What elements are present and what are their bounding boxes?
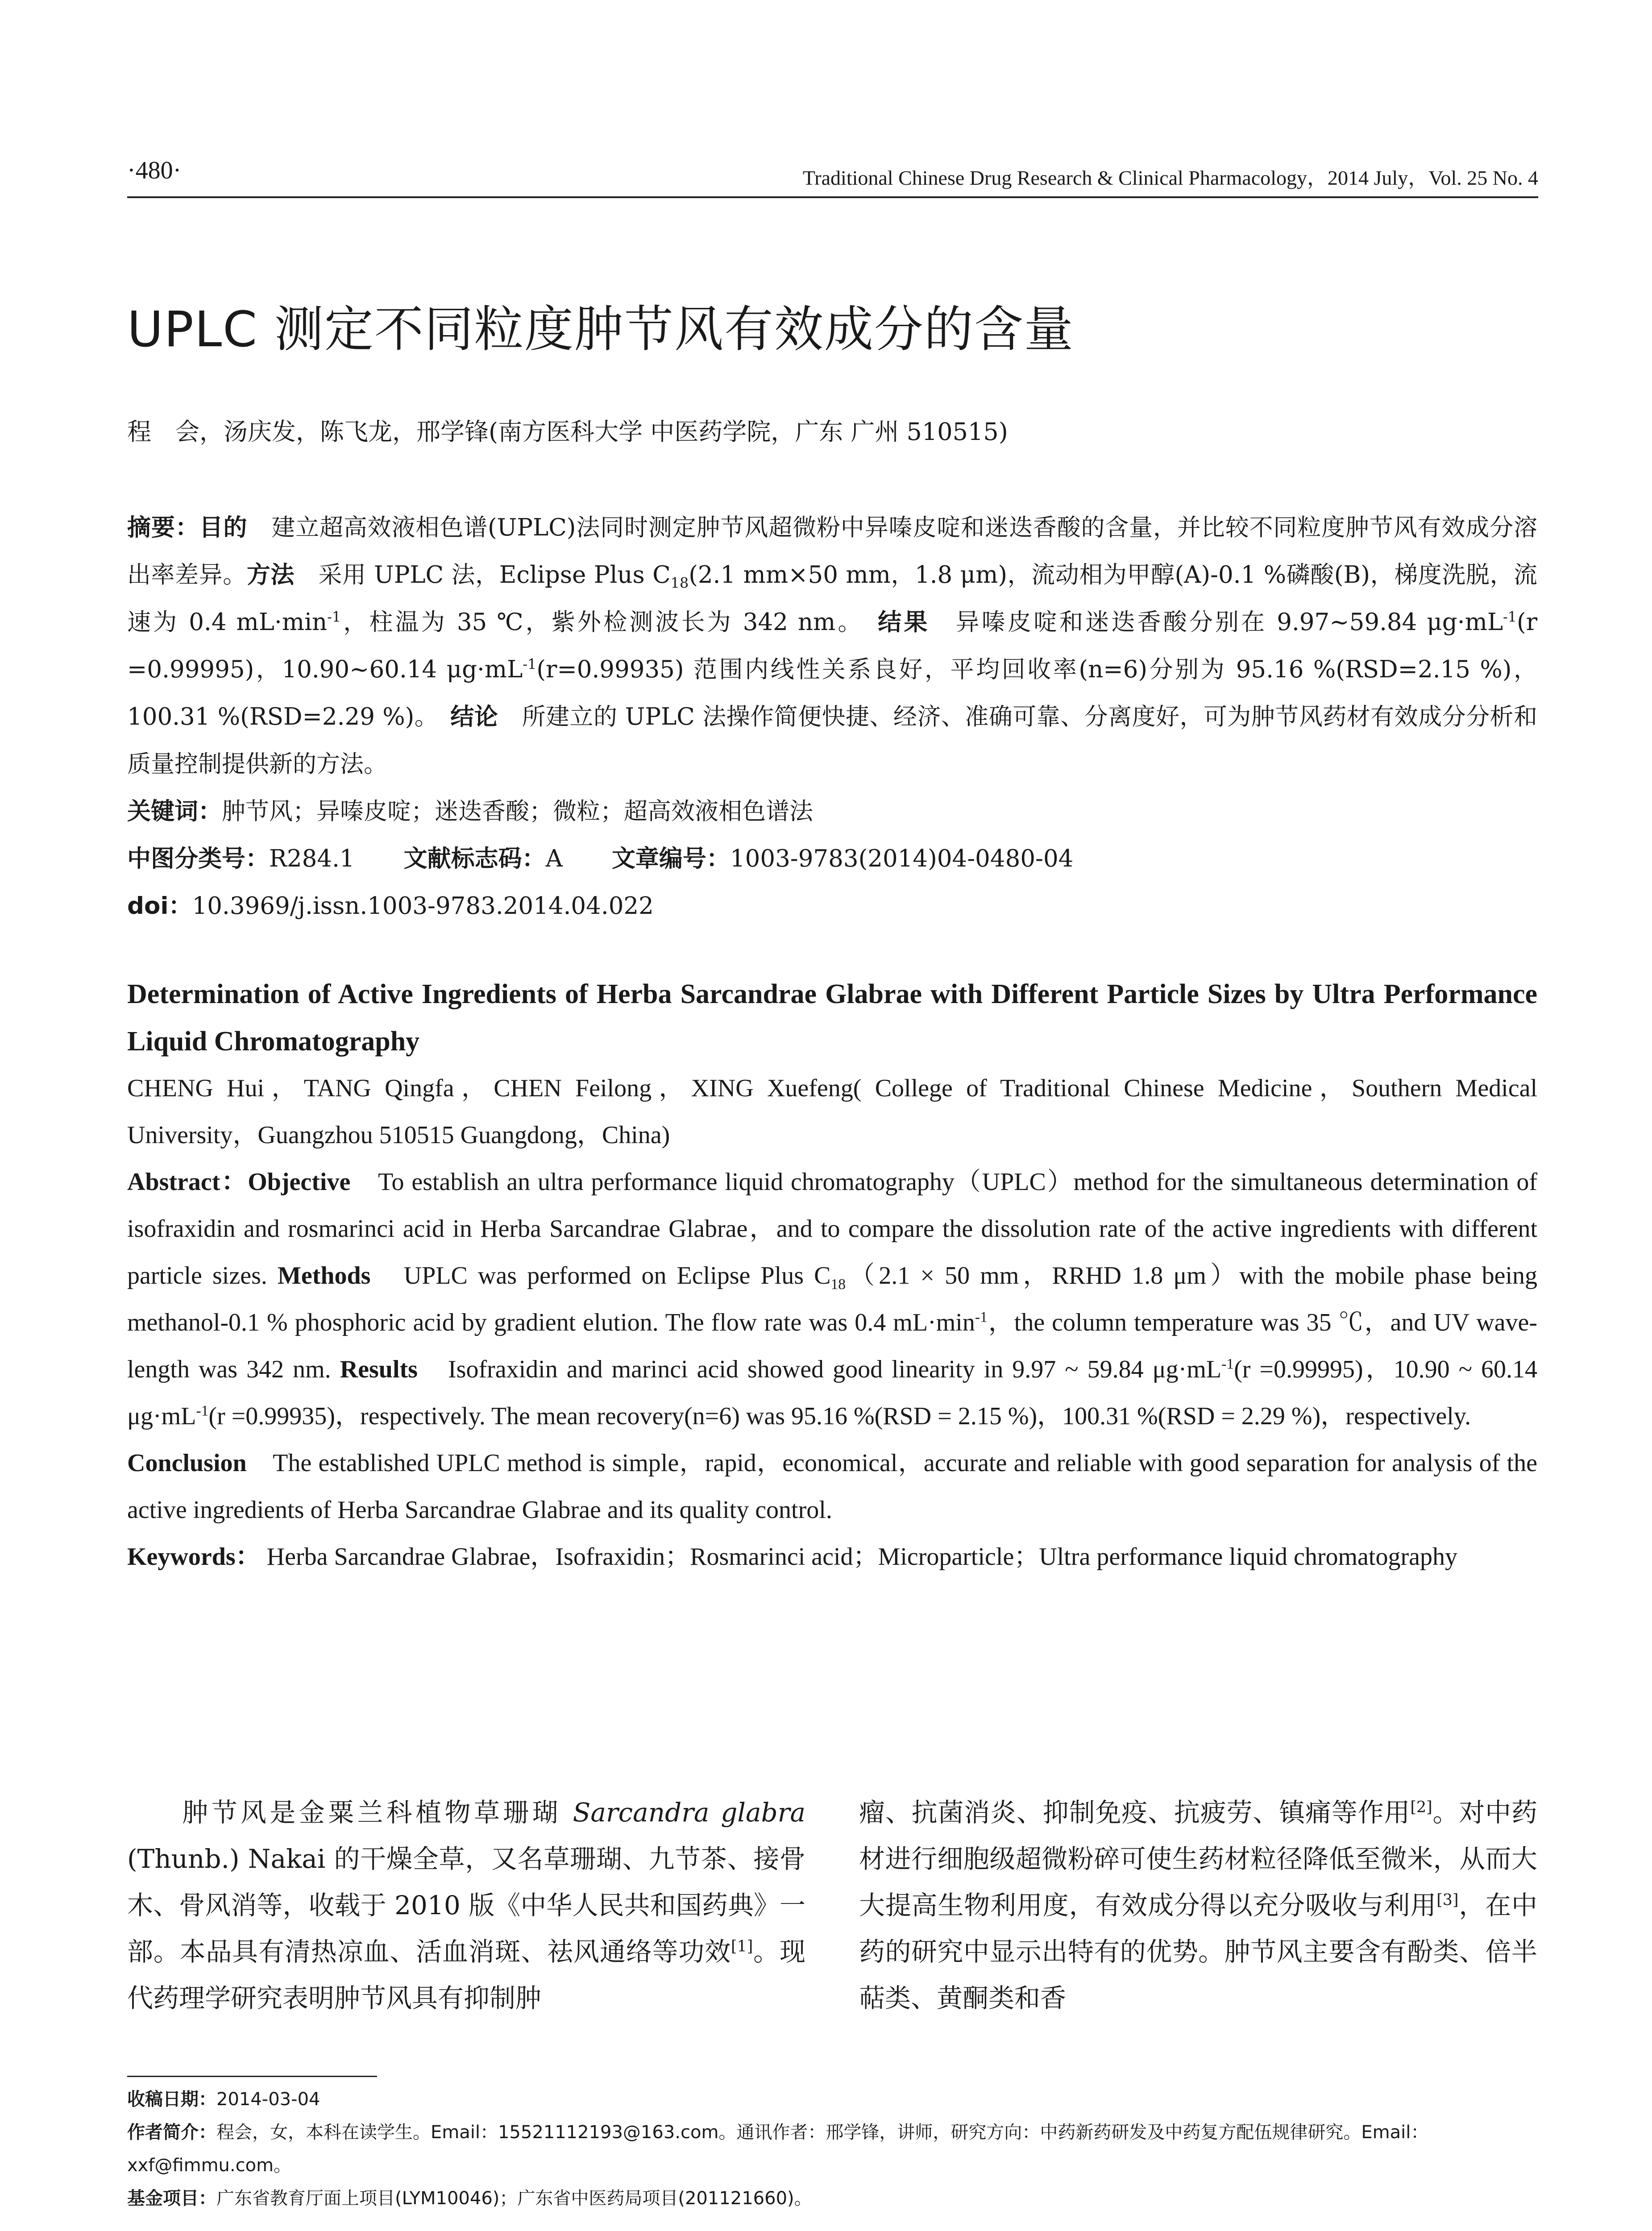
body-right-text-a: 瘤、抗菌消炎、抑制免疫、抗疲劳、镇痛等作用 xyxy=(859,1797,1411,1828)
clc-value: R284.1 xyxy=(269,845,355,872)
authors-en: CHENG Hui，TANG Qingfa，CHEN Feilong，XING Xuefeng( College of Traditional Chinese Medicine，Southern Medical University，Guangzhou 510515 Guangdong，China) xyxy=(127,1074,1537,1149)
methods-cn-text-c: ，柱温为 35 ℃，紫外检测波长为 342 nm。 xyxy=(341,609,852,636)
fund-label: 基金项目： xyxy=(127,2188,216,2209)
received-label: 收稿日期： xyxy=(127,2089,216,2110)
conclusion-en-label: Conclusion xyxy=(127,1449,247,1477)
methods-cn-text-a: 采用 UPLC 法，Eclipse Plus C xyxy=(318,561,671,589)
abstract-en xyxy=(127,1159,1537,1440)
methods-en-sup: -1 xyxy=(975,1309,988,1326)
objective-cn-text: 建立超高效液相色谱(UPLC)法同时测定肿节风超微粉中异嗪皮啶和迷迭香酸的含量，并比较不同粒度肿节风有效成分溶出率差异。 xyxy=(127,514,1538,589)
results-en-text-a: Isofraxidin and marinci acid showed good linearity in 9.97 ~ 59.84 μg·mL xyxy=(448,1356,1222,1383)
footnote-rule xyxy=(127,2076,377,2077)
doi-label: doi： xyxy=(127,892,192,920)
methods-cn-sup: -1 xyxy=(327,609,341,626)
methods-cn-text-b: (2.1 mm×50 mm，1.8 μm)，流动相为甲醇(A)-0.1 %磷酸(B)，梯度洗脱，流速为 0.4 mL·min xyxy=(127,561,1538,636)
body-column-right xyxy=(859,1789,1537,2021)
header-rule xyxy=(127,196,1538,198)
results-en-text-b: (r =0.99995)，10.90 ~ 60.14 μg·mL xyxy=(127,1356,1538,1430)
author-info-label: 作者简介： xyxy=(127,2122,216,2143)
body-left-text-a: 肿节风是金粟兰科植物草珊瑚 xyxy=(179,1797,573,1828)
reference-3[interactable]: [3] xyxy=(1436,1891,1459,1909)
body-right-text-c: ，在中药的研究中显示出特有的优势。肿节风主要含有酚类、倍半萜类、黄酮类和香 xyxy=(859,1890,1537,2013)
conclusion-cn-text: 所建立的 UPLC 法操作简便快捷、经济、准确可靠、分离度好，可为肿节风药材有效成分分析和质量控制提供新的方法。 xyxy=(127,703,1538,778)
methods-en-sub: 18 xyxy=(830,1276,846,1293)
results-cn-label: 结果 xyxy=(878,609,930,636)
abstract-cn-label: 摘要： xyxy=(127,514,199,541)
objective-en-text: To establish an ultra performance liquid chromatography（UPLC）method for the simultaneous determination of isofraxidin and rosmarinci acid in Herba Sarcandrae Glabrae，and to compare the dissolution rate of the active ingredients with different particle sizes. xyxy=(127,1168,1538,1290)
results-en-sup2: -1 xyxy=(196,1402,209,1419)
doi-line xyxy=(127,883,1537,930)
footnote-received xyxy=(127,2083,1537,2116)
body-right-text-b: 。对中药材进行细胞级超微粉碎可使生药材粒径降低至微米，从而大大提高生物利用度，有效成分得以充分吸收与利用 xyxy=(859,1797,1537,1920)
methods-en-text-c: ，the column temperature was 35 ℃，and UV wave-length was 342 nm. xyxy=(127,1309,1537,1383)
methods-en-label: Methods xyxy=(277,1262,371,1290)
results-en-sup1: -1 xyxy=(1221,1356,1234,1373)
keywords-cn-label: 关键词： xyxy=(127,798,222,825)
body-column-left xyxy=(127,1789,805,2021)
conclusion-en-text: The established UPLC method is simple，rapid，economical，accurate and reliable with good separation for analysis of the active ingredients of Herba Sarcandrae Glabrae and its quality control. xyxy=(127,1449,1538,1524)
english-block xyxy=(127,970,1537,1580)
abstract-en-label: Abstract： xyxy=(127,1168,248,1196)
author-info-text: 程会，女，本科在读学生。Email：15521112193@163.com。通讯作者：邢学锋，讲师，研究方向：中药新药研发及中药复方配伍规律研究。Email：xxf@fimmu.com。 xyxy=(127,2122,1429,2176)
body-left-text-c: 。现代药理学研究表明肿节风具有抑制肿 xyxy=(127,1937,805,2013)
results-en-label: Results xyxy=(340,1356,418,1383)
authors-cn: 程 会，汤庆发，陈飞龙，邢学锋(南方医科大学 中医药学院，广东 广州 510515) xyxy=(127,418,1008,446)
keywords-en-text: Herba Sarcandrae Glabrae，Isofraxidin；Rosmarinci acid；Microparticle；Ultra performance liquid chromatography xyxy=(266,1543,1457,1571)
reference-2[interactable]: [2] xyxy=(1410,1798,1432,1816)
classification-line xyxy=(127,835,1537,883)
body-paragraph-left xyxy=(127,1789,805,2021)
abstract-cn xyxy=(127,504,1537,930)
results-en-text-c: (r =0.99935)，respectively. The mean recovery(n=6) was 95.16 %(RSD = 2.15 %)，100.31 %(RSD = 2.29 %)，respectively. xyxy=(208,1402,1471,1430)
article-no-value: 1003-9783(2014)04-0480-04 xyxy=(730,845,1074,872)
article-title-en: Determination of Active Ingredients of Herba Sarcandrae Glabrae with Different Particle Sizes by Ultra Performance Liquid Chromatography xyxy=(127,979,1537,1057)
doc-code-value: A xyxy=(545,845,563,872)
methods-en-text-a: UPLC was performed on Eclipse Plus C xyxy=(403,1262,831,1290)
footnotes xyxy=(127,2083,1537,2215)
body-paragraph-right xyxy=(859,1789,1537,2021)
abstract-cn-body xyxy=(127,504,1537,788)
clc-label: 中图分类号： xyxy=(127,845,269,872)
keywords-en-label: Keywords： xyxy=(127,1543,261,1571)
results-cn-text-c: (r=0.99935) 范围内线性关系良好，平均回收率(n=6)分别为 95.16 %(RSD=2.15 %)，100.31 %(RSD=2.29 %)。 xyxy=(127,656,1537,730)
fund-text: 广东省教育厅面上项目(LYM10046)；广东省中医药局项目(201121660)。 xyxy=(216,2188,812,2209)
footnote-author xyxy=(127,2116,1537,2182)
footnote-fund xyxy=(127,2182,1537,2215)
keywords-cn-text: 肿节风；异嗪皮啶；迷迭香酸；微粒；超高效液相色谱法 xyxy=(222,798,813,825)
body-left-text-b: (Thunb.) Nakai 的干燥全草，又名草珊瑚、九节茶、接骨木、骨风消等，收载于 2010 版《中华人民共和国药典》一部。本品具有清热凉血、活血消斑、祛风通络等功效 xyxy=(127,1844,805,1967)
species-name: Sarcandra glabra xyxy=(573,1797,805,1828)
methods-en-text-b: （2.1 × 50 mm，RRHD 1.8 μm）with the mobile phase being methanol-0.1 % phosphoric acid by gradient elution. The flow rate was 0.4 mL·min xyxy=(127,1262,1538,1336)
page-number: ·480· xyxy=(127,157,182,184)
keywords-cn xyxy=(127,788,1537,835)
body-columns xyxy=(127,1789,1537,2021)
conclusion-en xyxy=(127,1440,1537,1534)
doi-value: 10.3969/j.issn.1003-9783.2014.04.022 xyxy=(192,892,654,920)
results-cn-text-a: 异嗪皮啶和迷迭香酸分别在 9.97~59.84 μg·mL xyxy=(955,609,1503,636)
objective-en-label: Objective xyxy=(248,1168,351,1196)
methods-cn-label: 方法 xyxy=(246,561,295,589)
reference-1[interactable]: [1] xyxy=(731,1937,753,1956)
objective-cn-label: 目的 xyxy=(199,514,248,541)
article-no-label: 文章编号： xyxy=(611,845,730,872)
results-cn-sup2: -1 xyxy=(523,656,537,673)
doc-code-label: 文献标志码： xyxy=(403,845,546,872)
keywords-en xyxy=(127,1534,1537,1580)
methods-cn-sub: 18 xyxy=(670,575,689,592)
received-date: 2014-03-04 xyxy=(216,2089,320,2110)
conclusion-cn-label: 结论 xyxy=(450,703,498,730)
running-head: Traditional Chinese Drug Research & Clinical Pharmacology，2014 July，Vol. 25 No. 4 xyxy=(802,166,1538,189)
article-title-cn: UPLC 测定不同粒度肿节风有效成分的含量 xyxy=(127,301,1074,358)
results-cn-text-b: (r =0.99995)，10.90~60.14 μg·mL xyxy=(127,609,1538,683)
results-cn-sup1: -1 xyxy=(1503,609,1517,626)
